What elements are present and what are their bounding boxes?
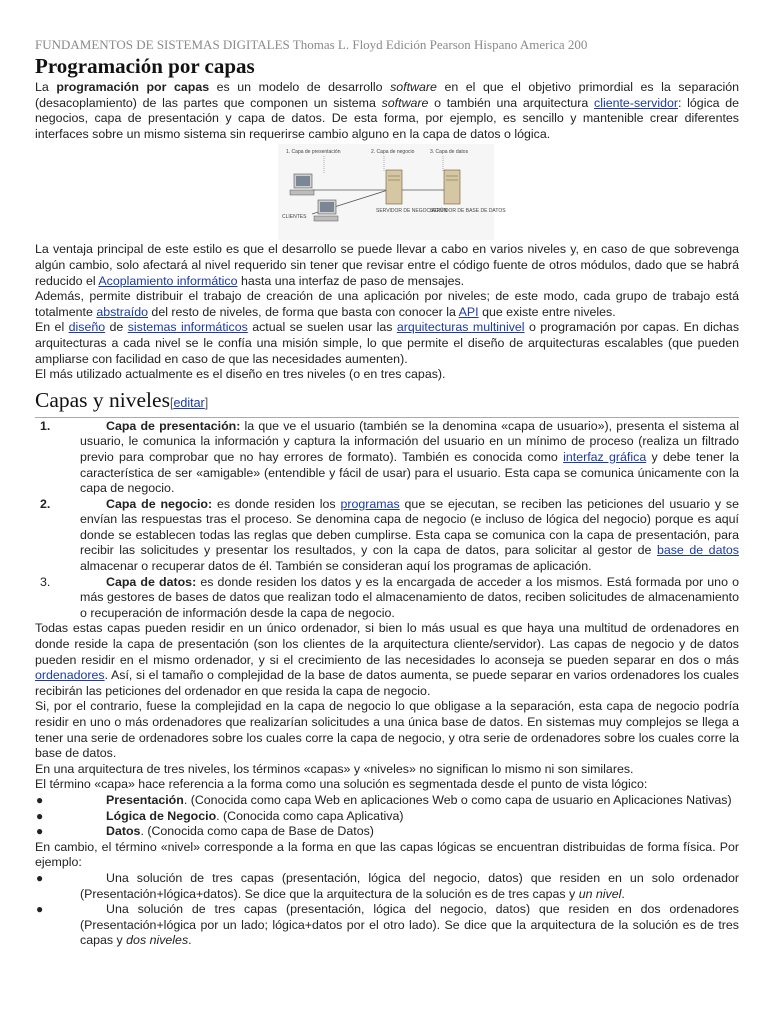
- link-cliente-servidor[interactable]: cliente-servidor: [594, 95, 679, 110]
- diagram-label-clients: CLIENTES: [282, 214, 307, 221]
- edit-section-link-wrapper: [editar]: [169, 395, 209, 410]
- paragraph-design: En el diseño de sistemas informáticos actual se suelen usar las arquitecturas multinivel o programación por capas. En dichas arquitecturas a cada nivel se le confía una misión simple, lo que permite el diseño de arquitecturas escalables (que pueden ampliarse con facilidad en caso de que las necesidades aumenten).: [35, 320, 740, 366]
- paragraph-single-computer: Todas estas capas pueden residir en un único ordenador, si bien lo más usual es que haya una multitud de ordenadores en donde reside la capa de presentación (son los clientes de la arquitectura cliente/servidor). Las capas de negocio y de datos pueden residir en el mismo ordenador, y si el crecimiento de las necesidades lo aconseja se pueden separar en dos o más ordenadores. Así, si el tamaño o complejidad de la base de datos aumenta, se puede separar en varios ordenadores los cuales recibirán las peticiones del ordenador en que resida la capa de negocio.: [35, 621, 739, 698]
- list-item: ● Una solución de tres capas (presentación, lógica del negocio, datos) que residen en un solo ordenador (Presentación+lógica+datos). Se dice que la arquitectura de la solución es de tres capas y un nivel.: [36, 870, 739, 901]
- link-ordenadores[interactable]: ordenadores: [35, 668, 105, 683]
- diagram-label-business: 2. Capa de negocio: [371, 149, 415, 156]
- list-item: ● Lógica de Negocio. (Conocida como capa Aplicativa): [36, 808, 404, 823]
- business-server-icon: [386, 170, 402, 204]
- link-base-de-datos[interactable]: base de datos: [656, 543, 739, 558]
- list-item: ● Datos. (Conocida como capa de Base de Datos): [36, 824, 374, 839]
- paragraph-complexity: Si, por el contrario, fuese la complejidad en la capa de negocio lo que obligase a la separación, esta capa de negocio podría residir en uno o más ordenadores que realizarían solicitudes a una única base de datos. En sistemas muy complejos se llega a tener una serie de ordenadores sobre los cuales corre la capa de negocio, y otra serie de ordenadores sobre los cuales corre la base de datos.: [35, 699, 739, 761]
- bullet-icon: ●: [36, 902, 44, 917]
- client-computer-icon: [314, 200, 338, 221]
- running-head: FUNDAMENTOS DE SISTEMAS DIGITALES Thomas L. Floyd Edición Pearson Hispano America 200: [35, 37, 588, 52]
- layers-list: [35, 419, 739, 622]
- list-item: 3. Capa de datos: es donde residen los datos y es la encargada de acceder a los mismos. Está formada por uno o más gestores de bases de datos que realizan todo el almacenamiento de datos, reciben solicitudes de almacenamiento o recuperación de información desde la capa de negocio.: [40, 574, 739, 620]
- tier-examples-list: [35, 871, 739, 949]
- client-computer-icon: [290, 174, 314, 195]
- three-tier-diagram: [278, 144, 506, 240]
- link-interfaz-grafica[interactable]: interfaz gráfica: [563, 449, 647, 464]
- paragraph-advantage: La ventaja principal de este estilo es que el desarrollo se puede llevar a cabo en varios niveles y, en caso de que sobrevenga algún cambio, solo afectará al nivel requerido sin tener que revisar entre el código fuente de otros módulos, dado que se habrá reducido el Acoplamiento informático hasta una interfaz de paso de mensajes.: [35, 242, 739, 288]
- database-server-icon: [444, 170, 460, 204]
- diagram-label-db-server: SERVIDOR DE BASE DE DATOS: [430, 208, 506, 215]
- link-diseno[interactable]: diseño: [68, 320, 106, 335]
- link-api[interactable]: API: [458, 304, 479, 319]
- diagram-label-data: 3. Capa de datos: [430, 149, 469, 156]
- link-arquitecturas-multinivel[interactable]: arquitecturas multinivel: [396, 320, 525, 335]
- paragraph-layer-term: El término «capa» hace referencia a la forma como una solución es segmentada desde el punto de vista lógico:: [35, 777, 648, 792]
- diagram-label-business-server: SERVIDOR DE NEGOCIACIÓN: [376, 208, 448, 215]
- page-title: Programación por capas: [35, 54, 255, 78]
- paragraph-layers-vs-tiers: En una arquitectura de tres niveles, los términos «capas» y «niveles» no significan lo mismo ni son similares.: [35, 761, 634, 776]
- paragraph-distribution: Además, permite distribuir el trabajo de creación de una aplicación por niveles; de este modo, cada grupo de trabajo está totalmente abstraído del resto de niveles, de forma que basta con conocer la API que existe entre niveles.: [35, 289, 739, 319]
- paragraph-most-used: El más utilizado actualmente es el diseño en tres niveles (o en tres capas).: [35, 367, 446, 382]
- link-programas[interactable]: programas: [340, 496, 400, 511]
- bullet-icon: ●: [36, 824, 44, 839]
- section-heading-capas-niveles: Capas y niveles[editar]: [35, 387, 739, 418]
- list-item: ● Presentación. (Conocida como capa Web en aplicaciones Web o como capa de usuario en Aplicaciones Nativas): [36, 792, 732, 807]
- layer-types-list: [35, 793, 739, 840]
- link-abstraido[interactable]: abstraído: [96, 304, 148, 319]
- intro-paragraph: La programación por capas es un modelo de desarrollo software en el que el objetivo primordial es la separación (desacoplamiento) de las partes que componen un sistema software o también una arquitectura cliente-servidor: lógica de negocios, capa de presentación y capa de datos. De esta forma, por ejemplo, es sencillo y mantenible crear diferentes interfaces sobre un mismo sistema sin requerirse cambio alguno en la capa de datos o lógica.: [35, 80, 740, 141]
- bullet-icon: ●: [36, 792, 44, 807]
- list-item: 1. Capa de presentación: la que ve el usuario (también se la denomina «capa de usuario»), presenta el sistema al usuario, le comunica la información y captura la información del usuario en un mínimo de proceso (realiza un filtrado previo para comprobar que no hay errores de formato). También es conocida como interfaz gráfica y debe tener la característica de ser «amigable» (entendible y fácil de usar) para el usuario. Esta capa se comunica únicamente con la capa de negocio.: [40, 418, 740, 496]
- paragraph-tier-term: En cambio, el término «nivel» corresponde a la forma en que las capas lógicas se encuentran distribuidas de forma física. Por ejemplo:: [35, 839, 739, 870]
- bullet-icon: ●: [36, 808, 44, 823]
- list-item: 2. Capa de negocio: es donde residen los programas que se ejecutan, se reciben las peticiones del usuario y se envían las respuestas tras el proceso. Se denomina capa de negocio (e incluso de lógica del negocio) porque es aquí donde se establecen todas las reglas que deben cumplirse. Esta capa se comunica con la capa de presentación, para recibir las solicitudes y presentar los resultados, y con la capa de datos, para solicitar al gestor de base de datos almacenar o recuperar datos de él. También se consideran aquí los programas de aplicación.: [40, 496, 739, 574]
- edit-section-link[interactable]: editar: [173, 395, 205, 410]
- link-acoplamiento[interactable]: Acoplamiento informático: [98, 273, 238, 288]
- diagram-svg: [278, 144, 506, 240]
- diagram-label-presentation: 1. Capa de presentación: [286, 149, 341, 156]
- link-sistemas-informaticos[interactable]: sistemas informáticos: [127, 320, 248, 335]
- list-item: ● Una solución de tres capas (presentación, lógica del negocio, datos) que residen en dos ordenadores (Presentación+lógica por un lado; lógica+datos por el otro lado). Se dice que la arquitectura de la solución es de tres capas y dos niveles.: [36, 902, 739, 948]
- bullet-icon: ●: [36, 870, 44, 885]
